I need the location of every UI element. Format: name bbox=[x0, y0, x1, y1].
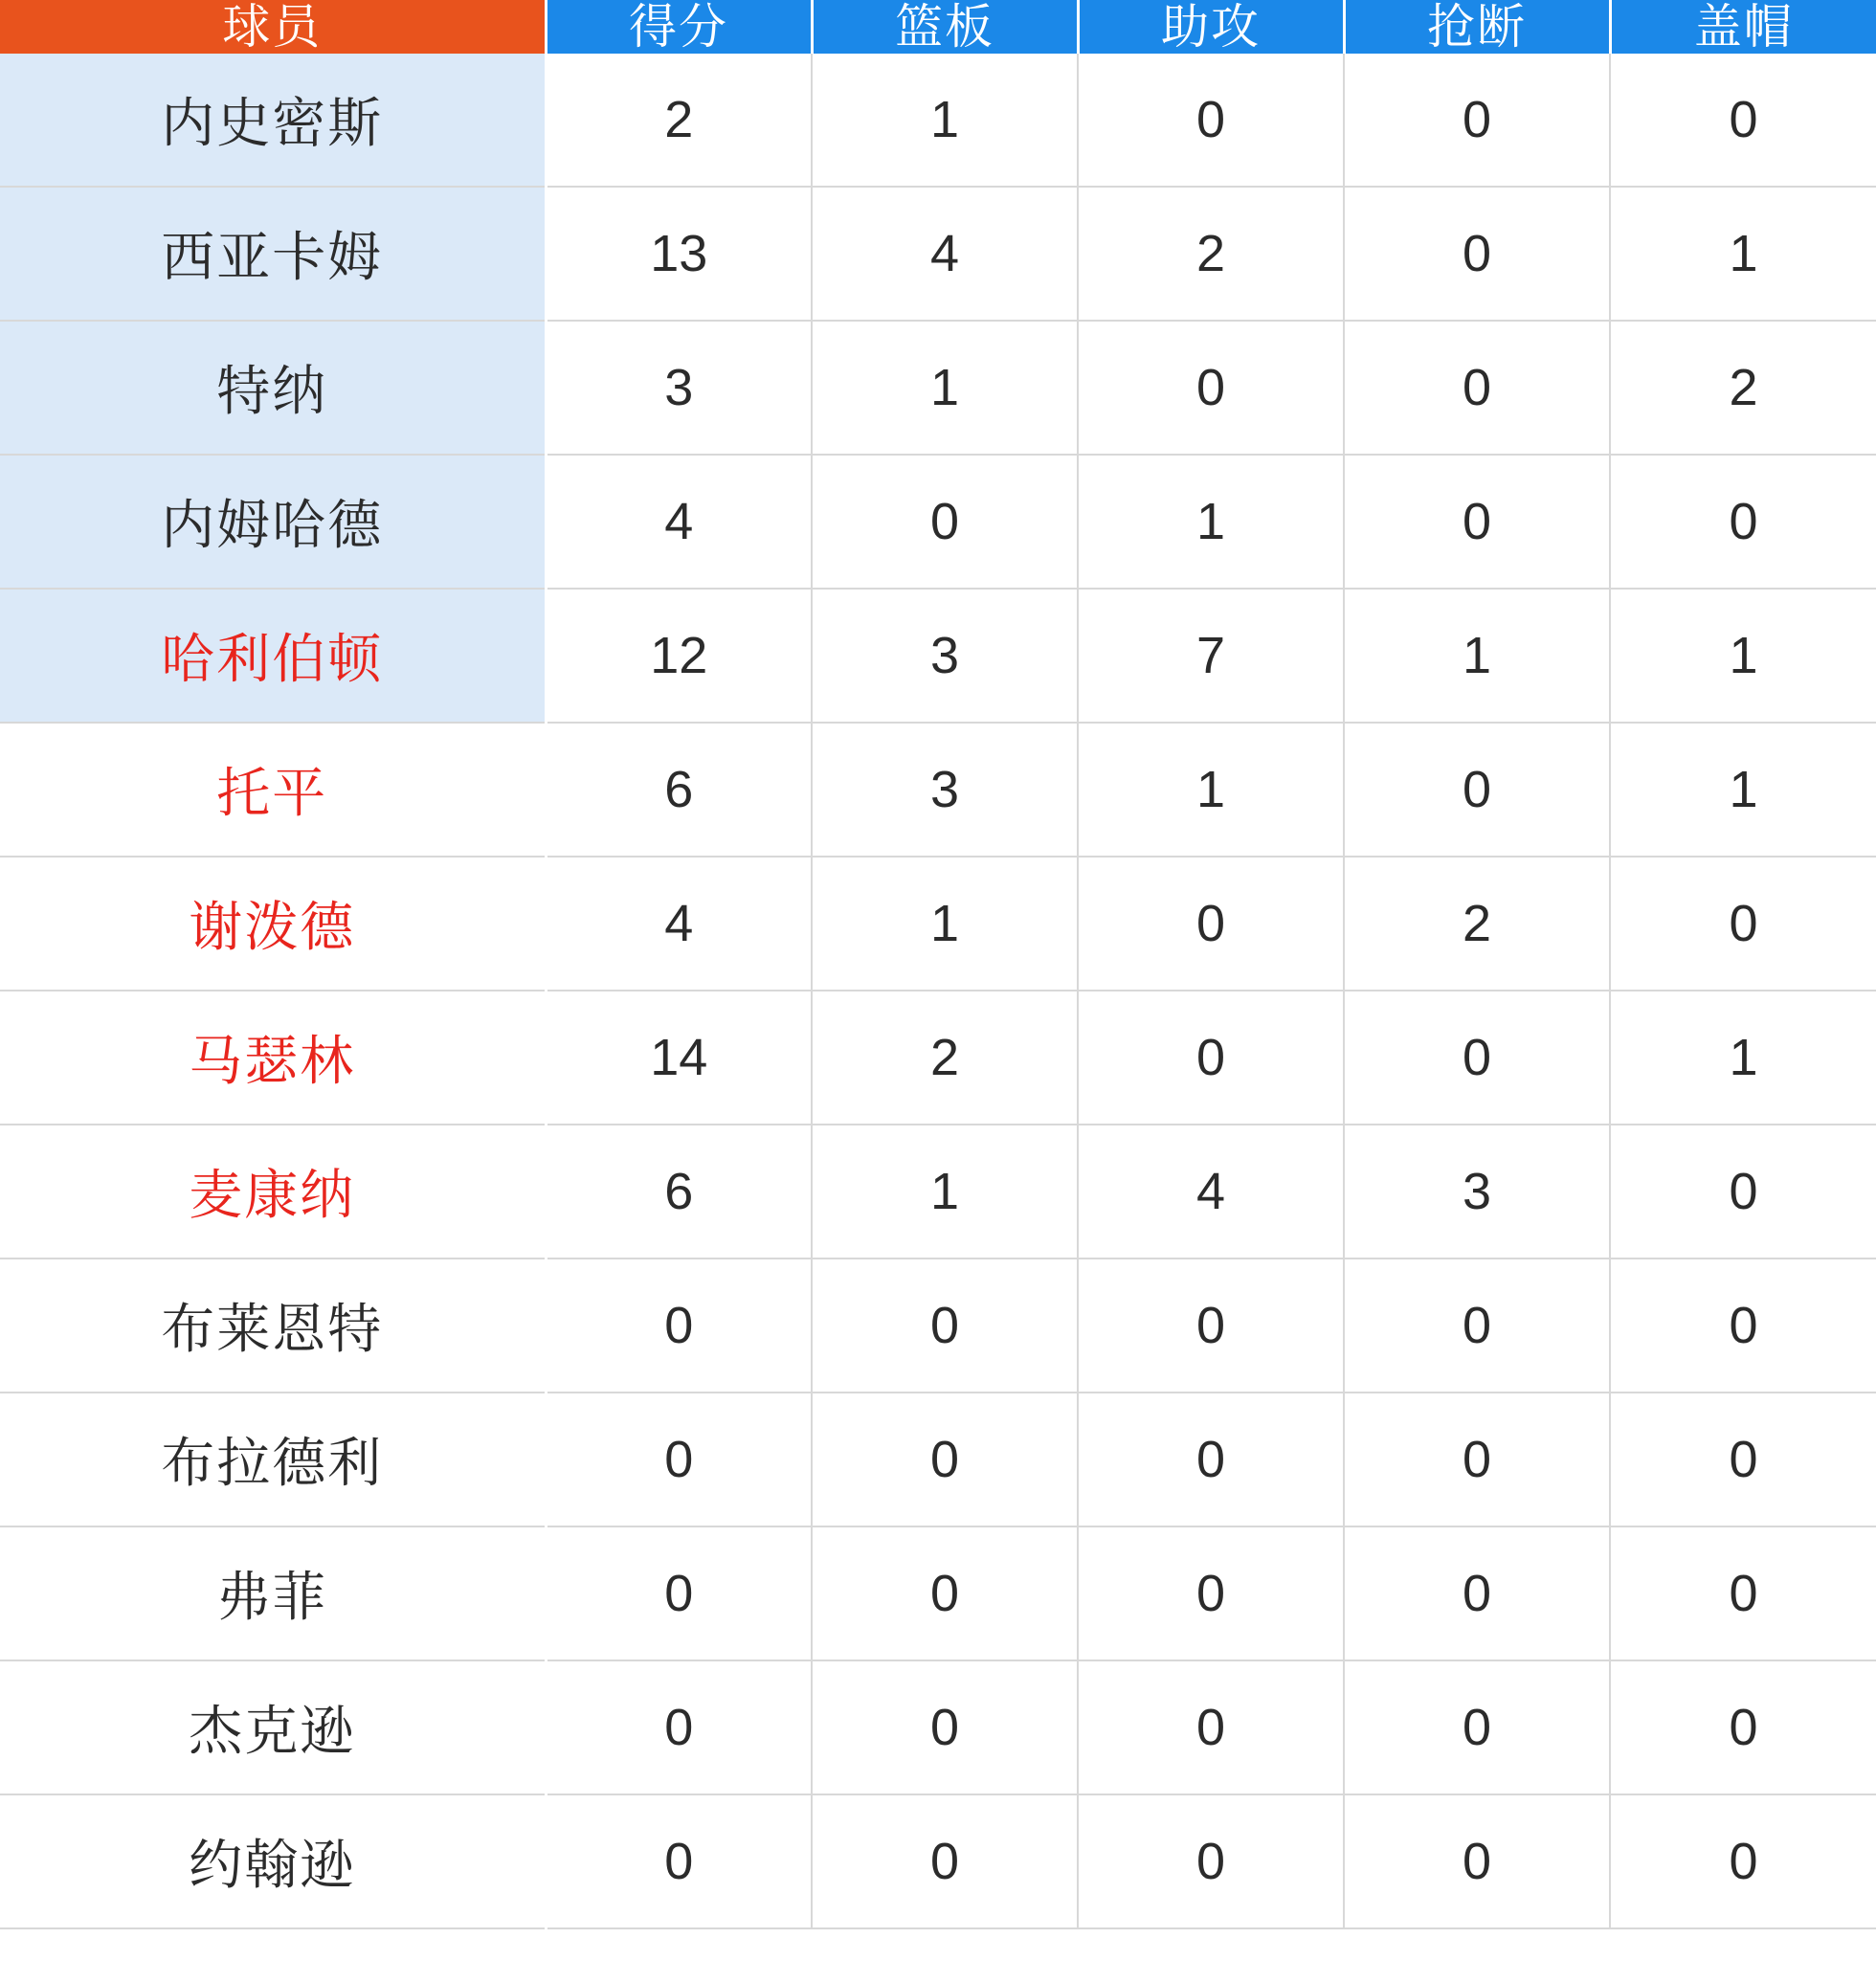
table-body bbox=[0, 54, 1876, 1928]
player-name-cell: 内史密斯 bbox=[0, 54, 546, 187]
stat-cell-ast: 0 bbox=[1078, 1660, 1344, 1794]
stat-cell-pts: 4 bbox=[546, 857, 812, 991]
table-header bbox=[0, 0, 1876, 54]
stat-cell-stl: 0 bbox=[1344, 723, 1610, 857]
table-row bbox=[0, 455, 1876, 589]
stat-cell-ast: 4 bbox=[1078, 1125, 1344, 1259]
stat-cell-ast: 0 bbox=[1078, 321, 1344, 455]
player-name-cell: 约翰逊 bbox=[0, 1794, 546, 1928]
player-name-cell: 谢泼德 bbox=[0, 857, 546, 991]
stat-cell-pts: 13 bbox=[546, 187, 812, 321]
table-row bbox=[0, 1526, 1876, 1660]
stat-cell-blk: 2 bbox=[1610, 321, 1876, 455]
stat-cell-reb: 0 bbox=[812, 1393, 1078, 1526]
player-name-cell: 托平 bbox=[0, 723, 546, 857]
stat-cell-reb: 0 bbox=[812, 1259, 1078, 1393]
stat-cell-blk: 0 bbox=[1610, 1660, 1876, 1794]
player-name-cell: 弗菲 bbox=[0, 1526, 546, 1660]
player-name-cell: 马瑟林 bbox=[0, 991, 546, 1125]
stat-cell-stl: 0 bbox=[1344, 1526, 1610, 1660]
stat-cell-ast: 0 bbox=[1078, 1526, 1344, 1660]
stat-cell-reb: 0 bbox=[812, 455, 1078, 589]
player-name-cell: 杰克逊 bbox=[0, 1660, 546, 1794]
stat-cell-stl: 0 bbox=[1344, 991, 1610, 1125]
table-row bbox=[0, 1794, 1876, 1928]
column-header-points: 得分 bbox=[546, 0, 812, 54]
stat-cell-blk: 0 bbox=[1610, 857, 1876, 991]
stat-cell-blk: 0 bbox=[1610, 455, 1876, 589]
stat-cell-reb: 1 bbox=[812, 857, 1078, 991]
stat-cell-reb: 1 bbox=[812, 1125, 1078, 1259]
stat-cell-ast: 0 bbox=[1078, 1259, 1344, 1393]
stat-cell-reb: 2 bbox=[812, 991, 1078, 1125]
stat-cell-pts: 2 bbox=[546, 54, 812, 187]
header-row bbox=[0, 0, 1876, 54]
player-name-cell: 特纳 bbox=[0, 321, 546, 455]
stat-cell-ast: 2 bbox=[1078, 187, 1344, 321]
stat-cell-stl: 2 bbox=[1344, 857, 1610, 991]
stat-cell-ast: 0 bbox=[1078, 991, 1344, 1125]
stat-cell-pts: 0 bbox=[546, 1794, 812, 1928]
stat-cell-pts: 14 bbox=[546, 991, 812, 1125]
stat-cell-stl: 0 bbox=[1344, 1794, 1610, 1928]
table-row bbox=[0, 1660, 1876, 1794]
stat-cell-stl: 3 bbox=[1344, 1125, 1610, 1259]
stat-cell-stl: 0 bbox=[1344, 455, 1610, 589]
stat-cell-pts: 12 bbox=[546, 589, 812, 723]
player-name-cell: 西亚卡姆 bbox=[0, 187, 546, 321]
table-row bbox=[0, 723, 1876, 857]
stat-cell-blk: 0 bbox=[1610, 54, 1876, 187]
stat-cell-stl: 0 bbox=[1344, 54, 1610, 187]
stat-cell-ast: 0 bbox=[1078, 54, 1344, 187]
table-row bbox=[0, 321, 1876, 455]
table-row bbox=[0, 991, 1876, 1125]
table-row bbox=[0, 54, 1876, 187]
stat-cell-pts: 6 bbox=[546, 1125, 812, 1259]
stat-cell-ast: 0 bbox=[1078, 1393, 1344, 1526]
stat-cell-blk: 0 bbox=[1610, 1259, 1876, 1393]
stat-cell-stl: 0 bbox=[1344, 1660, 1610, 1794]
column-header-assists: 助攻 bbox=[1078, 0, 1344, 54]
stat-cell-ast: 1 bbox=[1078, 723, 1344, 857]
player-name-cell: 内姆哈德 bbox=[0, 455, 546, 589]
stat-cell-stl: 0 bbox=[1344, 1393, 1610, 1526]
stat-cell-stl: 0 bbox=[1344, 1259, 1610, 1393]
table-row bbox=[0, 857, 1876, 991]
stat-cell-blk: 1 bbox=[1610, 723, 1876, 857]
table-row bbox=[0, 1125, 1876, 1259]
stat-cell-blk: 1 bbox=[1610, 589, 1876, 723]
stat-cell-blk: 1 bbox=[1610, 991, 1876, 1125]
stat-cell-pts: 4 bbox=[546, 455, 812, 589]
stat-cell-stl: 0 bbox=[1344, 321, 1610, 455]
table-row bbox=[0, 589, 1876, 723]
table-row bbox=[0, 187, 1876, 321]
stat-cell-ast: 7 bbox=[1078, 589, 1344, 723]
stat-cell-pts: 0 bbox=[546, 1660, 812, 1794]
stat-cell-pts: 6 bbox=[546, 723, 812, 857]
stat-cell-reb: 3 bbox=[812, 589, 1078, 723]
stat-cell-blk: 0 bbox=[1610, 1393, 1876, 1526]
stat-cell-pts: 0 bbox=[546, 1393, 812, 1526]
table-row bbox=[0, 1259, 1876, 1393]
stat-cell-reb: 0 bbox=[812, 1526, 1078, 1660]
stat-cell-reb: 1 bbox=[812, 321, 1078, 455]
stat-cell-reb: 0 bbox=[812, 1794, 1078, 1928]
table-row bbox=[0, 1393, 1876, 1526]
stat-cell-blk: 1 bbox=[1610, 187, 1876, 321]
column-header-steals: 抢断 bbox=[1344, 0, 1610, 54]
column-header-rebounds: 篮板 bbox=[812, 0, 1078, 54]
stat-cell-reb: 3 bbox=[812, 723, 1078, 857]
stat-cell-pts: 3 bbox=[546, 321, 812, 455]
stat-cell-ast: 0 bbox=[1078, 857, 1344, 991]
stat-cell-ast: 0 bbox=[1078, 1794, 1344, 1928]
stat-cell-reb: 0 bbox=[812, 1660, 1078, 1794]
stat-cell-pts: 0 bbox=[546, 1259, 812, 1393]
column-header-blocks: 盖帽 bbox=[1610, 0, 1876, 54]
stat-cell-blk: 0 bbox=[1610, 1125, 1876, 1259]
player-name-cell: 布莱恩特 bbox=[0, 1259, 546, 1393]
stat-cell-reb: 1 bbox=[812, 54, 1078, 187]
player-name-cell: 哈利伯顿 bbox=[0, 589, 546, 723]
player-name-cell: 布拉德利 bbox=[0, 1393, 546, 1526]
stat-cell-ast: 1 bbox=[1078, 455, 1344, 589]
stat-cell-blk: 0 bbox=[1610, 1526, 1876, 1660]
player-name-cell: 麦康纳 bbox=[0, 1125, 546, 1259]
stat-cell-blk: 0 bbox=[1610, 1794, 1876, 1928]
stat-cell-stl: 1 bbox=[1344, 589, 1610, 723]
stat-cell-stl: 0 bbox=[1344, 187, 1610, 321]
column-header-player: 球员 bbox=[0, 0, 546, 54]
stat-cell-pts: 0 bbox=[546, 1526, 812, 1660]
stat-cell-reb: 4 bbox=[812, 187, 1078, 321]
